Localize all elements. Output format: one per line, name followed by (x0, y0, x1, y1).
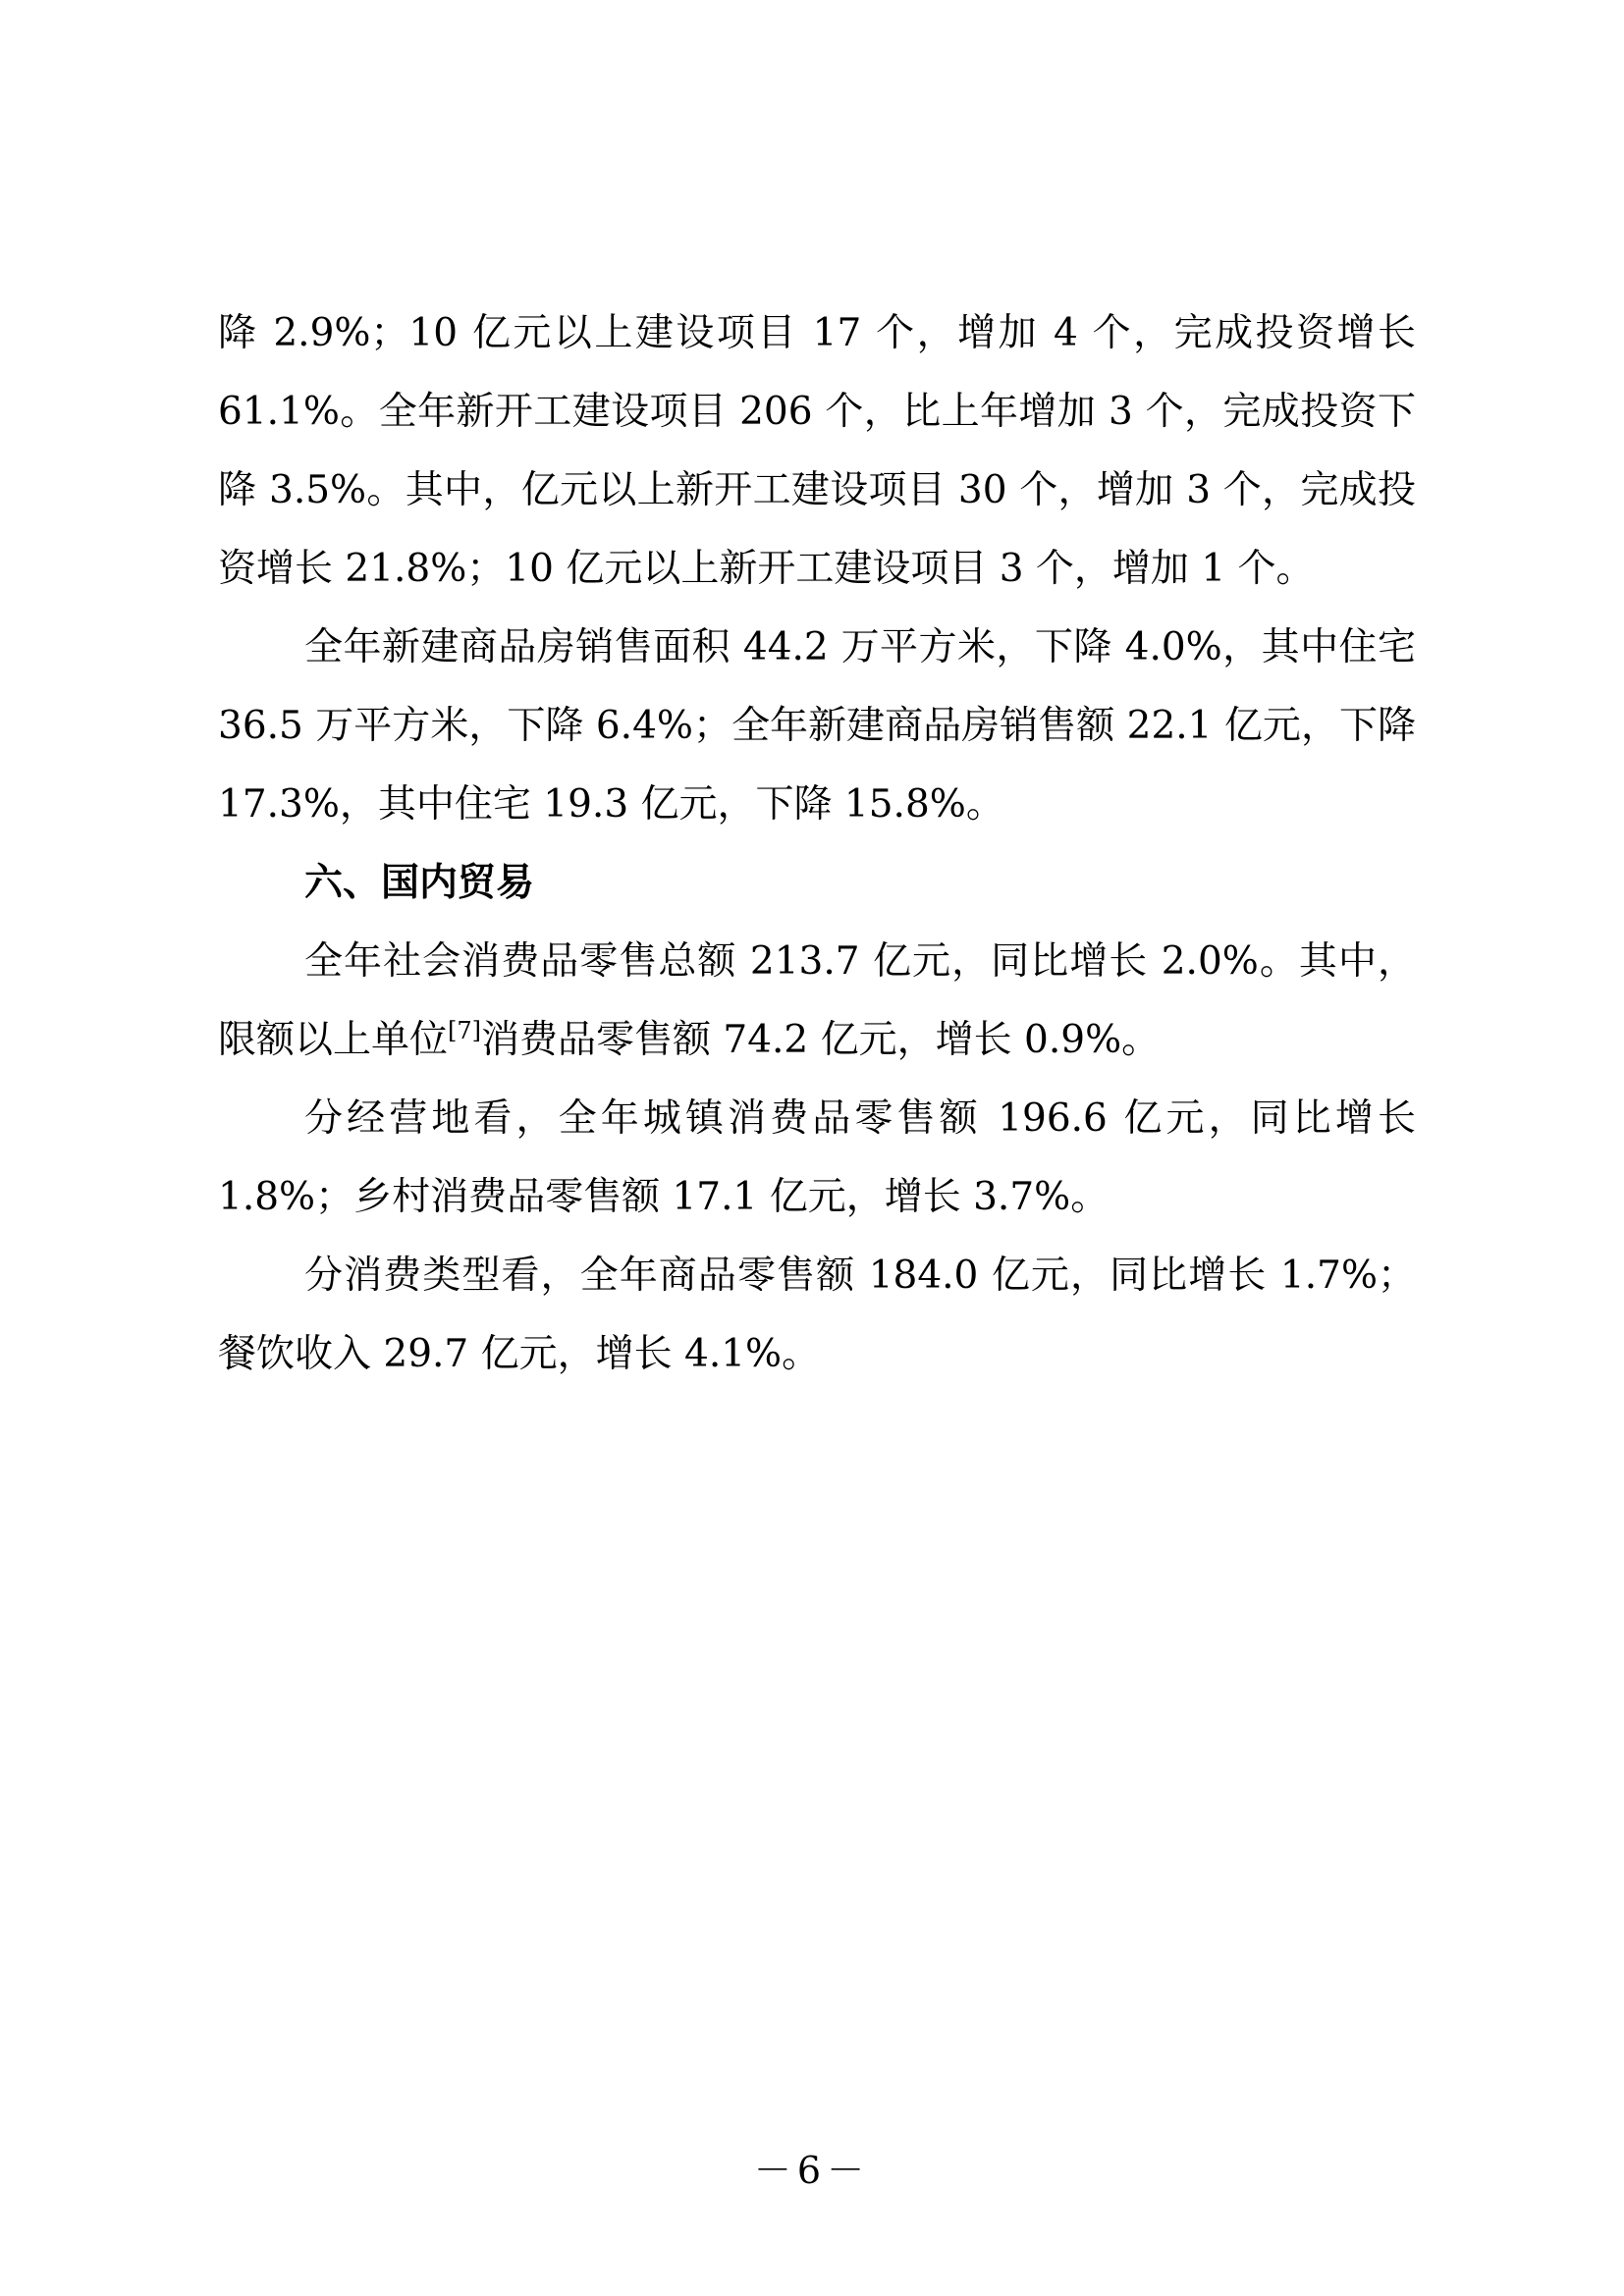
section-heading-domestic-trade: 六、国内贸易 (304, 861, 535, 905)
retail-sales-text-before: 全年社会消费品零售总额 213.7 亿元，同比增长 2.0%。其中，限额以上单位 (218, 939, 1416, 1062)
paragraph-consumption-type: 分消费类型看，全年商品零售额 184.0 亿元，同比增长 1.7%；餐饮收入 29.7 亿元，增长 4.1%。 (218, 1254, 1416, 1376)
retail-sales-text-after: 消费品零售额 74.2 亿元，增长 0.9%。 (481, 1018, 1161, 1062)
paragraph-investment-continued: 降 2.9%；10 亿元以上建设项目 17 个，增加 4 个，完成投资增长 61.1%。全年新开工建设项目 206 个，比上年增加 3 个，完成投资下降 3.5%。其中，亿元以上新开工建设项目 30 个，增加 3 个，完成投资增长 21.8%；10 亿元以上新开工建设项目 3 个，增加 1 个。 (218, 311, 1416, 591)
body-text (218, 294, 1416, 1394)
paragraph-real-estate-sales: 全年新建商品房销售面积 44.2 万平方米，下降 4.0%，其中住宅 36.5 万平方米，下降 6.4%；全年新建商品房销售额 22.1 亿元，下降 17.3%，其中住宅 19.3 亿元，下降 15.8%。 (218, 625, 1416, 827)
paragraph-retail-sales-total (218, 923, 1416, 1080)
page-number: －6－ (753, 2149, 871, 2192)
paragraph-urban-rural-sales: 分经营地看，全年城镇消费品零售额 196.6 亿元，同比增长 1.8%；乡村消费品零售额 17.1 亿元，增长 3.7%。 (218, 1096, 1416, 1219)
footnote-reference[interactable]: [7] (448, 1017, 482, 1044)
